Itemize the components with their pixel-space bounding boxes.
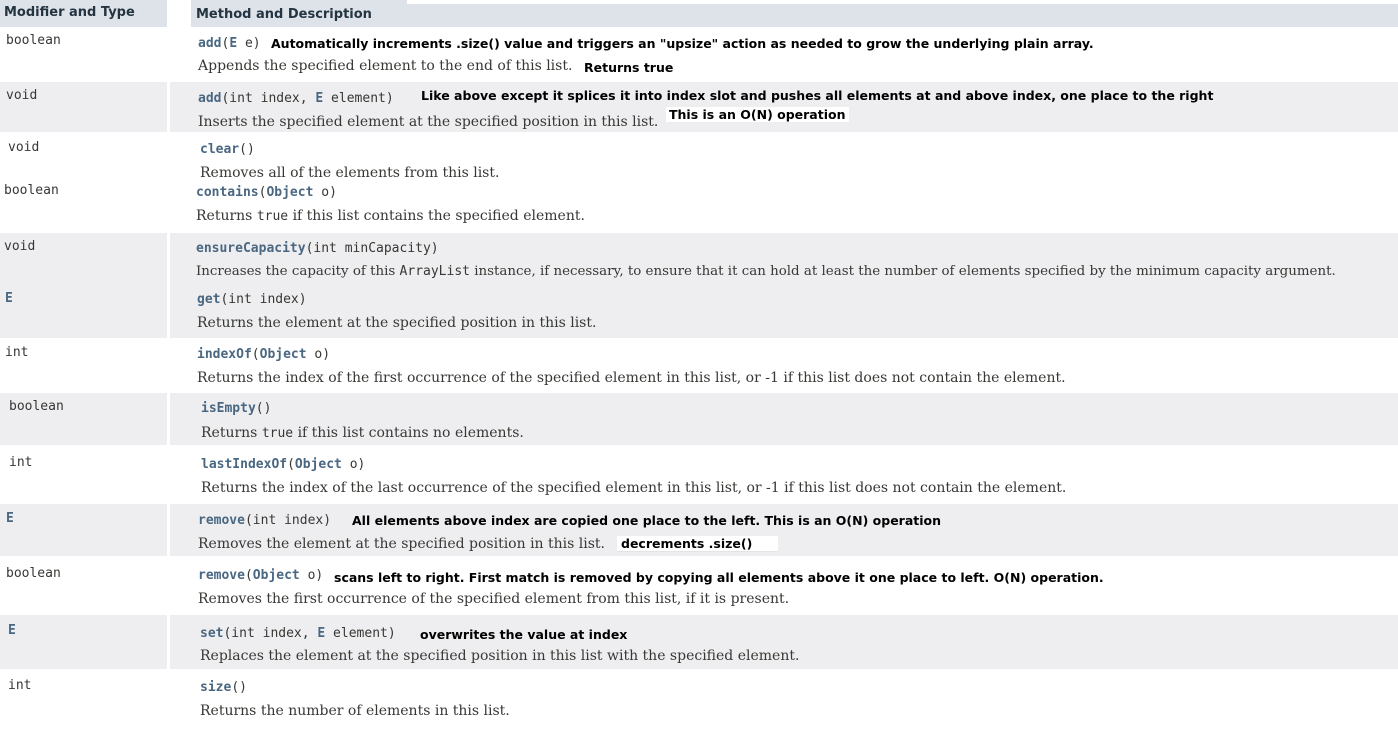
method-signature: add(int index, E element): [198, 91, 394, 106]
method-link-ensurecapacity[interactable]: ensureCapacity: [196, 241, 306, 256]
method-signature: remove(int index): [198, 513, 332, 528]
modifier-type[interactable]: E: [5, 291, 13, 306]
type-link[interactable]: Object: [259, 347, 307, 362]
column-divider: [167, 27, 170, 729]
type-link[interactable]: Object: [294, 457, 342, 472]
method-description: Returns the number of elements in this list.: [200, 703, 510, 719]
modifier-type: boolean: [6, 33, 61, 48]
modifier-type[interactable]: E: [8, 623, 16, 638]
header-filler: [407, 0, 1398, 27]
method-link-get[interactable]: get: [197, 292, 221, 307]
row-divider: [0, 391, 1398, 393]
type-link[interactable]: E: [315, 91, 324, 106]
modifier-type: int: [8, 678, 32, 693]
method-description: Removes all of the elements from this list.: [200, 165, 500, 181]
row-divider: [0, 669, 1398, 671]
method-description: Returns the element at the specified position in this list.: [197, 315, 597, 331]
method-link-lastindexof[interactable]: lastIndexOf: [201, 457, 288, 472]
method-signature: contains(Object o): [196, 185, 337, 200]
method-link-size[interactable]: size: [200, 680, 232, 695]
type-link[interactable]: Object: [266, 185, 314, 200]
row-divider: [0, 556, 1398, 558]
row-divider: [0, 613, 1398, 615]
modifier-type: void: [6, 88, 38, 103]
modifier-type: boolean: [9, 399, 64, 414]
method-link-indexof[interactable]: indexOf: [197, 347, 252, 362]
row-divider: [0, 445, 1398, 447]
method-description: Returns the index of the first occurrence of the specified element in this list, or -1 if this list does not contain the element.: [197, 370, 1066, 386]
header-method-and-description: Method and Description: [191, 0, 407, 27]
row-divider: [0, 338, 1398, 340]
method-signature: ensureCapacity(int minCapacity): [196, 241, 439, 256]
annotation-note: Returns true: [581, 60, 676, 75]
method-description: Returns true if this list contains no elements.: [201, 425, 524, 441]
annotation-note: This is an O(N) operation: [666, 107, 849, 122]
method-signature: add(E e): [198, 36, 261, 51]
modifier-type: int: [9, 455, 33, 470]
method-description: Removes the first occurrence of the specified element from this list, if it is present.: [198, 591, 790, 607]
type-link[interactable]: E: [229, 36, 238, 51]
method-description: Removes the element at the specified position in this list.: [198, 536, 605, 552]
method-link-clear[interactable]: clear: [200, 142, 240, 157]
annotation-note: Automatically increments .size() value and triggers an "upsize" action as needed to grow the underlying plain array.: [271, 36, 1094, 51]
method-description: Appends the specified element to the end of this list.: [198, 58, 573, 74]
method-signature: size(): [200, 680, 247, 695]
row-divider: [0, 502, 1398, 504]
row-divider: [0, 231, 1398, 233]
row-divider: [0, 132, 1398, 134]
modifier-type: void: [8, 140, 40, 155]
method-link-remove[interactable]: remove: [198, 513, 245, 528]
type-link[interactable]: E: [317, 626, 326, 641]
annotation-note: decrements .size(): [617, 536, 778, 552]
annotation-note: scans left to right. First match is removed by copying all elements above it one place to left. O(N) operation.: [334, 570, 1104, 585]
annotation-note: All elements above index are copied one place to the left. This is an O(N) operation: [352, 513, 942, 528]
method-signature: remove(Object o): [198, 568, 324, 583]
modifier-type[interactable]: E: [6, 511, 14, 526]
header-modifier-and-type: Modifier and Type: [0, 0, 167, 27]
table-header: [0, 0, 1398, 27]
method-link-isempty[interactable]: isEmpty: [201, 401, 256, 416]
method-link-set[interactable]: set: [200, 626, 224, 641]
modifier-type: boolean: [6, 566, 61, 581]
annotation-note: overwrites the value at index: [420, 627, 628, 642]
modifier-type: void: [4, 239, 36, 254]
method-signature: get(int index): [197, 292, 307, 307]
method-signature: lastIndexOf(Object o): [201, 457, 366, 472]
method-link-remove[interactable]: remove: [198, 568, 245, 583]
method-description: Returns the index of the last occurrence of the specified element in this list, or -1 if this list does not contain the element.: [201, 480, 1067, 496]
method-signature: clear(): [200, 142, 255, 157]
method-signature: isEmpty(): [201, 401, 272, 416]
method-description: Replaces the element at the specified position in this list with the specified element.: [200, 648, 800, 664]
row-divider: [0, 80, 1398, 82]
table-row: [0, 669, 1398, 729]
method-signature: set(int index, E element): [200, 626, 396, 641]
type-link[interactable]: Object: [252, 568, 300, 583]
method-description: Returns true if this list contains the specified element.: [196, 208, 585, 224]
method-signature: indexOf(Object o): [197, 347, 331, 362]
method-link-add[interactable]: add: [198, 91, 222, 106]
modifier-type: boolean: [4, 183, 59, 198]
method-description: Increases the capacity of this ArrayList instance, if necessary, to ensure that it can hold at least the number of elements specified by the minimum capacity argument.: [196, 264, 1336, 279]
method-link-contains[interactable]: contains: [196, 185, 259, 200]
method-link-add[interactable]: add: [198, 36, 222, 51]
annotation-note: Like above except it splices it into index slot and pushes all elements at and above index, one place to the right: [421, 88, 1214, 103]
method-description: Inserts the specified element at the specified position in this list.: [198, 114, 659, 130]
modifier-type: int: [5, 345, 29, 360]
